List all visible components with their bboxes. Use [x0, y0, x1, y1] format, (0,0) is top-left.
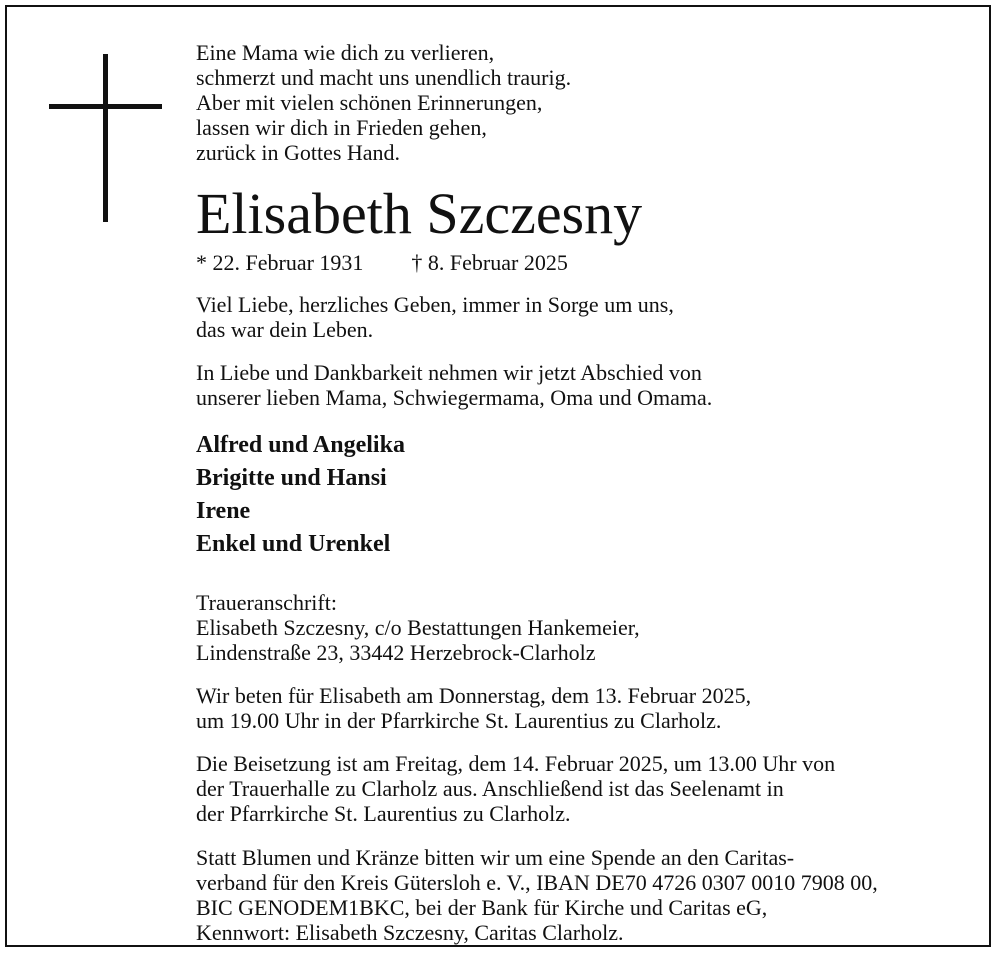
text-line: verband für den Kreis Gütersloh e. V., IBAN DE70 4726 0307 0010 7908 00, [196, 870, 878, 895]
mourner-name: Enkel und Urenkel [196, 531, 391, 557]
text-line: Kennwort: Elisabeth Szczesny, Caritas Clarholz. [196, 920, 624, 945]
text-line: Viel Liebe, herzliches Geben, immer in Sorge um uns, [196, 292, 674, 317]
mourners-list [196, 429, 976, 561]
burial-info [196, 751, 976, 826]
poem-line: Eine Mama wie dich zu verlieren, [196, 40, 495, 65]
text-line: BIC GENODEM1BKC, bei der Bank für Kirche und Caritas eG, [196, 895, 768, 920]
farewell-text [196, 360, 976, 410]
deceased-name: Elisabeth Szczesny [196, 181, 643, 246]
text-line: das war dein Leben. [196, 317, 374, 342]
mourner-name: Alfred und Angelika [196, 432, 405, 458]
text-line: Statt Blumen und Kränze bitten wir um eine Spende an den Caritas- [196, 845, 795, 870]
address-line: Traueranschrift: [196, 590, 337, 615]
text-line: Die Beisetzung ist am Freitag, dem 14. Februar 2025, um 13.00 Uhr von [196, 751, 836, 776]
birth-date: * 22. Februar 1931 [196, 250, 364, 275]
life-dates [196, 250, 976, 276]
poem [196, 40, 976, 165]
poem-line: lassen wir dich in Frieden gehen, [196, 115, 487, 140]
prayer-service [196, 683, 976, 733]
death-date: † 8. Februar 2025 [411, 250, 568, 275]
text-line: unserer lieben Mama, Schwiegermama, Oma und Omama. [196, 385, 713, 410]
cross-vertical-bar [103, 54, 108, 222]
text-line: In Liebe und Dankbarkeit nehmen wir jetzt Abschied von [196, 360, 702, 385]
address-line: Elisabeth Szczesny, c/o Bestattungen Hankemeier, [196, 615, 640, 640]
donation-request [196, 845, 976, 945]
mourning-address [196, 590, 976, 665]
text-line: Wir beten für Elisabeth am Donnerstag, dem 13. Februar 2025, [196, 683, 752, 708]
mourner-name: Irene [196, 498, 251, 524]
text-line: der Trauerhalle zu Clarholz aus. Anschließend ist das Seelenamt in [196, 776, 784, 801]
obituary-content [196, 40, 976, 945]
mourner-name: Brigitte und Hansi [196, 465, 387, 491]
poem-line: zurück in Gottes Hand. [196, 140, 401, 165]
poem-line: schmerzt und macht uns unendlich traurig. [196, 65, 572, 90]
text-line: um 19.00 Uhr in der Pfarrkirche St. Laurentius zu Clarholz. [196, 708, 722, 733]
cross-horizontal-bar [49, 104, 162, 109]
poem-line: Aber mit vielen schönen Erinnerungen, [196, 90, 543, 115]
address-line: Lindenstraße 23, 33442 Herzebrock-Clarholz [196, 640, 596, 665]
life-tribute [196, 292, 976, 342]
text-line: der Pfarrkirche St. Laurentius zu Clarholz. [196, 801, 571, 826]
